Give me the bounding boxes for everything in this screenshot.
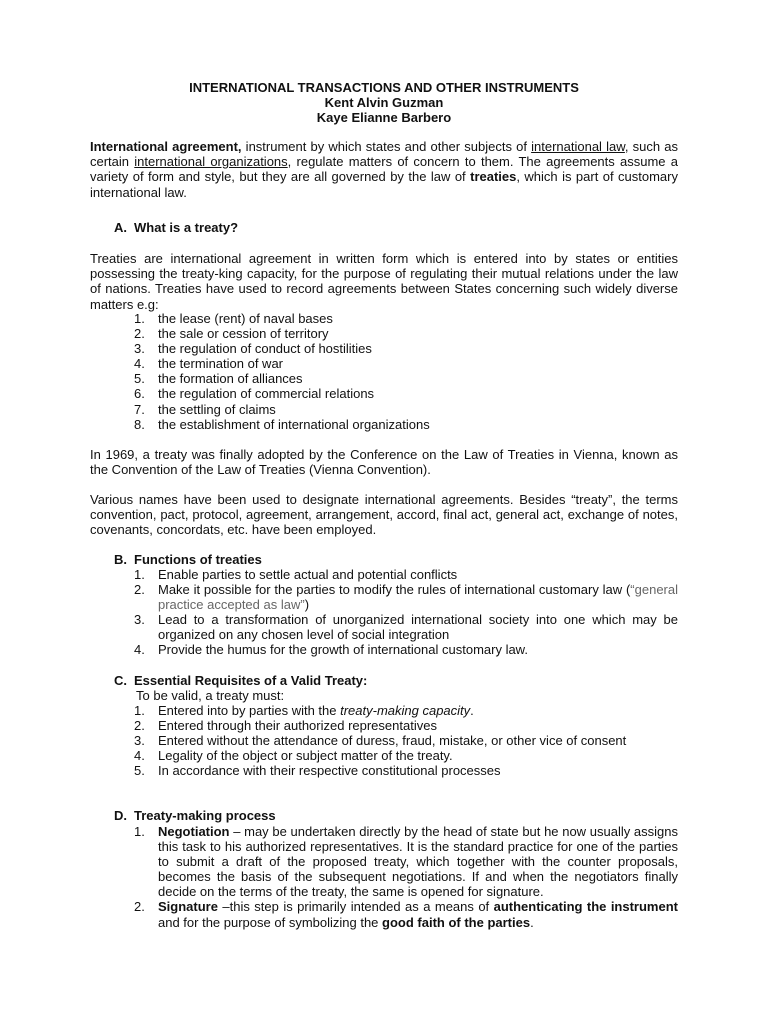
intro-text-1: instrument by which states and other subjects of	[241, 139, 532, 154]
vienna-paragraph: In 1969, a treaty was finally adopted by the Conference on the Law of Treaties in Vienna, known as the Convention of the Law of Treaties (Vienna Convention).	[90, 447, 678, 478]
section-d-letter: D.	[114, 808, 127, 823]
list-item: 4. Legality of the object or subject matter of the treaty.	[134, 748, 453, 764]
section-a-title: What is a treaty?	[134, 220, 239, 235]
intro-term: International agreement,	[90, 139, 242, 154]
section-b-heading	[114, 552, 262, 568]
intro-text-3: , regulate matters of concern to them. The agreements assume a variety of form and style, but they are all governed by the law of	[90, 154, 678, 185]
section-a-letter: A.	[114, 220, 127, 235]
list-item: 4. Provide the humus for the growth of international customary law.	[134, 642, 528, 658]
list-item: 2. the sale or cession of territory	[134, 326, 329, 342]
section-c-intro: To be valid, a treaty must:	[136, 688, 285, 703]
section-c-letter: C.	[114, 673, 127, 688]
intro-text-4: , which is part of customary international law.	[90, 169, 678, 200]
section-a-heading	[114, 220, 238, 236]
list-item: 4. the termination of war	[134, 356, 284, 372]
section-c-heading	[114, 673, 367, 689]
section-a-paragraph: Treaties are international agreement in written form which is entered into by states or entities possessing the treaty-king capacity, for the purpose of regulating their mutual relations under the law of nations. Treaties have used to record agreements between States concerning such widely diverse matters e.g:	[90, 251, 678, 312]
list-item: 2. Signature –this step is primarily intended as a means of authenticating the instrument and for the purpose of symbolizing the good faith of the parties.	[134, 899, 678, 930]
author-2: Kaye Elianne Barbero	[316, 110, 452, 125]
treaties-term: treaties	[470, 169, 517, 185]
international-law-link[interactable]: international law	[531, 139, 625, 154]
custom-law-quote: “general practice accepted as law”	[158, 582, 678, 613]
list-item: 3. Entered without the attendance of duress, fraud, mistake, or other vice of consent	[134, 733, 627, 749]
section-a-list	[134, 311, 678, 432]
names-paragraph: Various names have been used to designate international agreements. Besides “treaty”, the terms convention, pact, protocol, agreement, arrangement, accord, final act, general act, exchange of notes, covenants, concordats, etc. have been employed.	[90, 492, 678, 538]
section-b-list	[134, 567, 678, 658]
list-item: 3. the regulation of conduct of hostilities	[134, 341, 372, 357]
section-b-letter: B.	[114, 552, 127, 567]
list-item: 1. Entered into by parties with the treaty-making capacity.	[134, 703, 474, 718]
intro-paragraph	[90, 139, 678, 200]
list-item: 2. Entered through their authorized representatives	[134, 718, 437, 734]
list-item: 1. Negotiation – may be undertaken directly by the head of state but he now usually assigns this task to his authorized representatives. It is the standard practice for one of the parties to submit a draft of the proposed treaty, which together with the counter proposals, becomes the basis of the subsequent negotiations. If and when the negotiators finally decide on the terms of the treaty, the same is opened for signature.	[134, 824, 678, 900]
section-d-list	[134, 824, 678, 930]
list-item: 2. Make it possible for the parties to modify the rules of international customary law (“general practice accepted as law”)	[134, 582, 678, 613]
section-c-list	[134, 703, 678, 778]
list-item: 8. the establishment of international organizations	[134, 416, 430, 432]
section-d-heading	[114, 808, 276, 824]
list-item: 5. In accordance with their respective constitutional processes	[134, 763, 501, 779]
section-b-title: Functions of treaties	[134, 552, 262, 567]
list-item: 1. the lease (rent) of naval bases	[134, 311, 333, 326]
list-item: 6. the regulation of commercial relations	[134, 386, 375, 402]
list-item: 3. Lead to a transformation of unorganized international society into one which may be organized on any chosen level of social integration	[134, 612, 678, 643]
intro-text-2: , such as certain	[90, 139, 679, 170]
section-d-title: Treaty-making process	[134, 808, 276, 823]
list-item: 5. the formation of alliances	[134, 371, 303, 387]
list-item: 7. the settling of claims	[134, 401, 276, 417]
list-item: 1. Enable parties to settle actual and potential conflicts	[134, 567, 458, 582]
section-c-title: Essential Requisites of a Valid Treaty:	[134, 673, 368, 688]
author-1: Kent Alvin Guzman	[324, 95, 444, 110]
international-organizations-link[interactable]: international organizations	[134, 154, 288, 170]
document-title: INTERNATIONAL TRANSACTIONS AND OTHER INSTRUMENTS	[189, 80, 579, 95]
